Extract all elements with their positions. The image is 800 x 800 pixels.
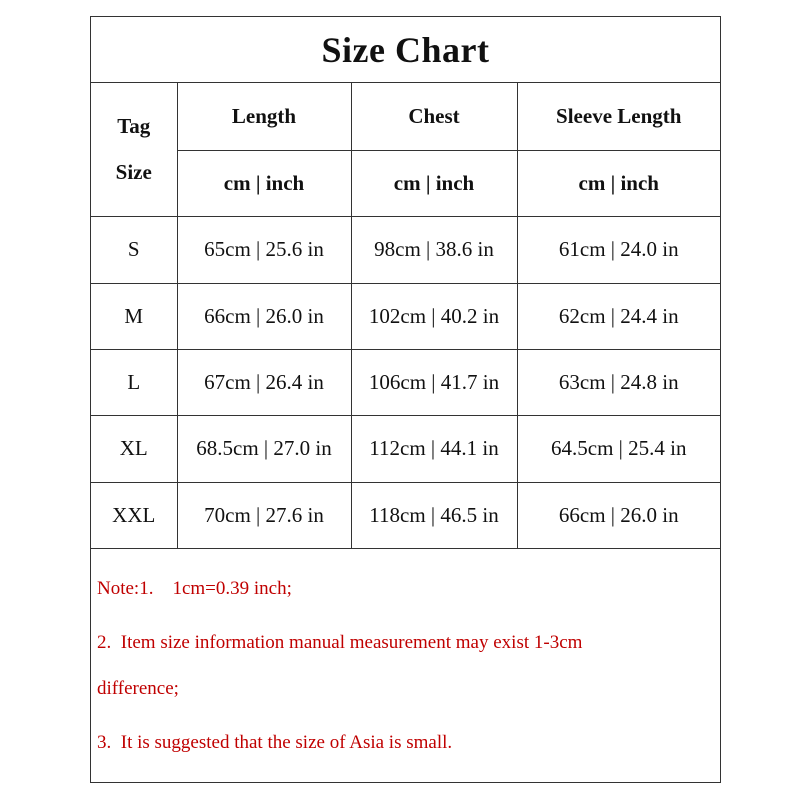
length-cell: 65cm | 25.6 in — [177, 216, 351, 283]
chest-cell: 106cm | 41.7 in — [351, 349, 517, 415]
sleeve-cell: 64.5cm | 25.4 in — [517, 415, 720, 482]
size-cell: M — [91, 283, 177, 349]
column-header-length: Length — [177, 83, 351, 150]
table-row — [91, 349, 720, 415]
column-header-chest: Chest — [351, 83, 517, 150]
unit-header-chest: cm | inch — [351, 150, 517, 216]
unit-header-length: cm | inch — [177, 150, 351, 216]
chart-title: Size Chart — [91, 17, 720, 83]
size-cell: XXL — [91, 482, 177, 548]
sleeve-cell: 62cm | 24.4 in — [517, 283, 720, 349]
table-row — [91, 283, 720, 349]
note-line-3: difference; — [97, 678, 179, 699]
length-cell: 66cm | 26.0 in — [177, 283, 351, 349]
size-table — [91, 83, 720, 549]
chest-cell: 98cm | 38.6 in — [351, 216, 517, 283]
size-cell: XL — [91, 415, 177, 482]
tag-size-label-line2: Size — [115, 160, 152, 185]
header-row — [91, 83, 720, 150]
sleeve-cell: 61cm | 24.0 in — [517, 216, 720, 283]
note-line-1: Note:1. 1cm=0.39 inch; — [97, 578, 292, 599]
size-chart — [90, 16, 721, 783]
tag-size-label-line1: Tag — [117, 114, 151, 139]
unit-header-sleeve-length: cm | inch — [517, 150, 720, 216]
note-line-4: 3. It is suggested that the size of Asia is small. — [97, 732, 453, 753]
table-row — [91, 482, 720, 548]
chest-cell: 112cm | 44.1 in — [351, 415, 517, 482]
length-cell: 67cm | 26.4 in — [177, 349, 351, 415]
tag-size-header — [91, 83, 177, 216]
size-cell: L — [91, 349, 177, 415]
size-cell: S — [91, 216, 177, 283]
length-cell: 68.5cm | 27.0 in — [177, 415, 351, 482]
units-row — [91, 150, 720, 216]
chest-cell: 118cm | 46.5 in — [351, 482, 517, 548]
chest-cell: 102cm | 40.2 in — [351, 283, 517, 349]
table-row — [91, 415, 720, 482]
sleeve-cell: 66cm | 26.0 in — [517, 482, 720, 548]
column-header-sleeve-length: Sleeve Length — [517, 83, 720, 150]
table-row — [91, 216, 720, 283]
length-cell: 70cm | 27.6 in — [177, 482, 351, 548]
sleeve-cell: 63cm | 24.8 in — [517, 349, 720, 415]
note-line-2: 2. Item size information manual measurement may exist 1-3cm — [97, 632, 583, 653]
